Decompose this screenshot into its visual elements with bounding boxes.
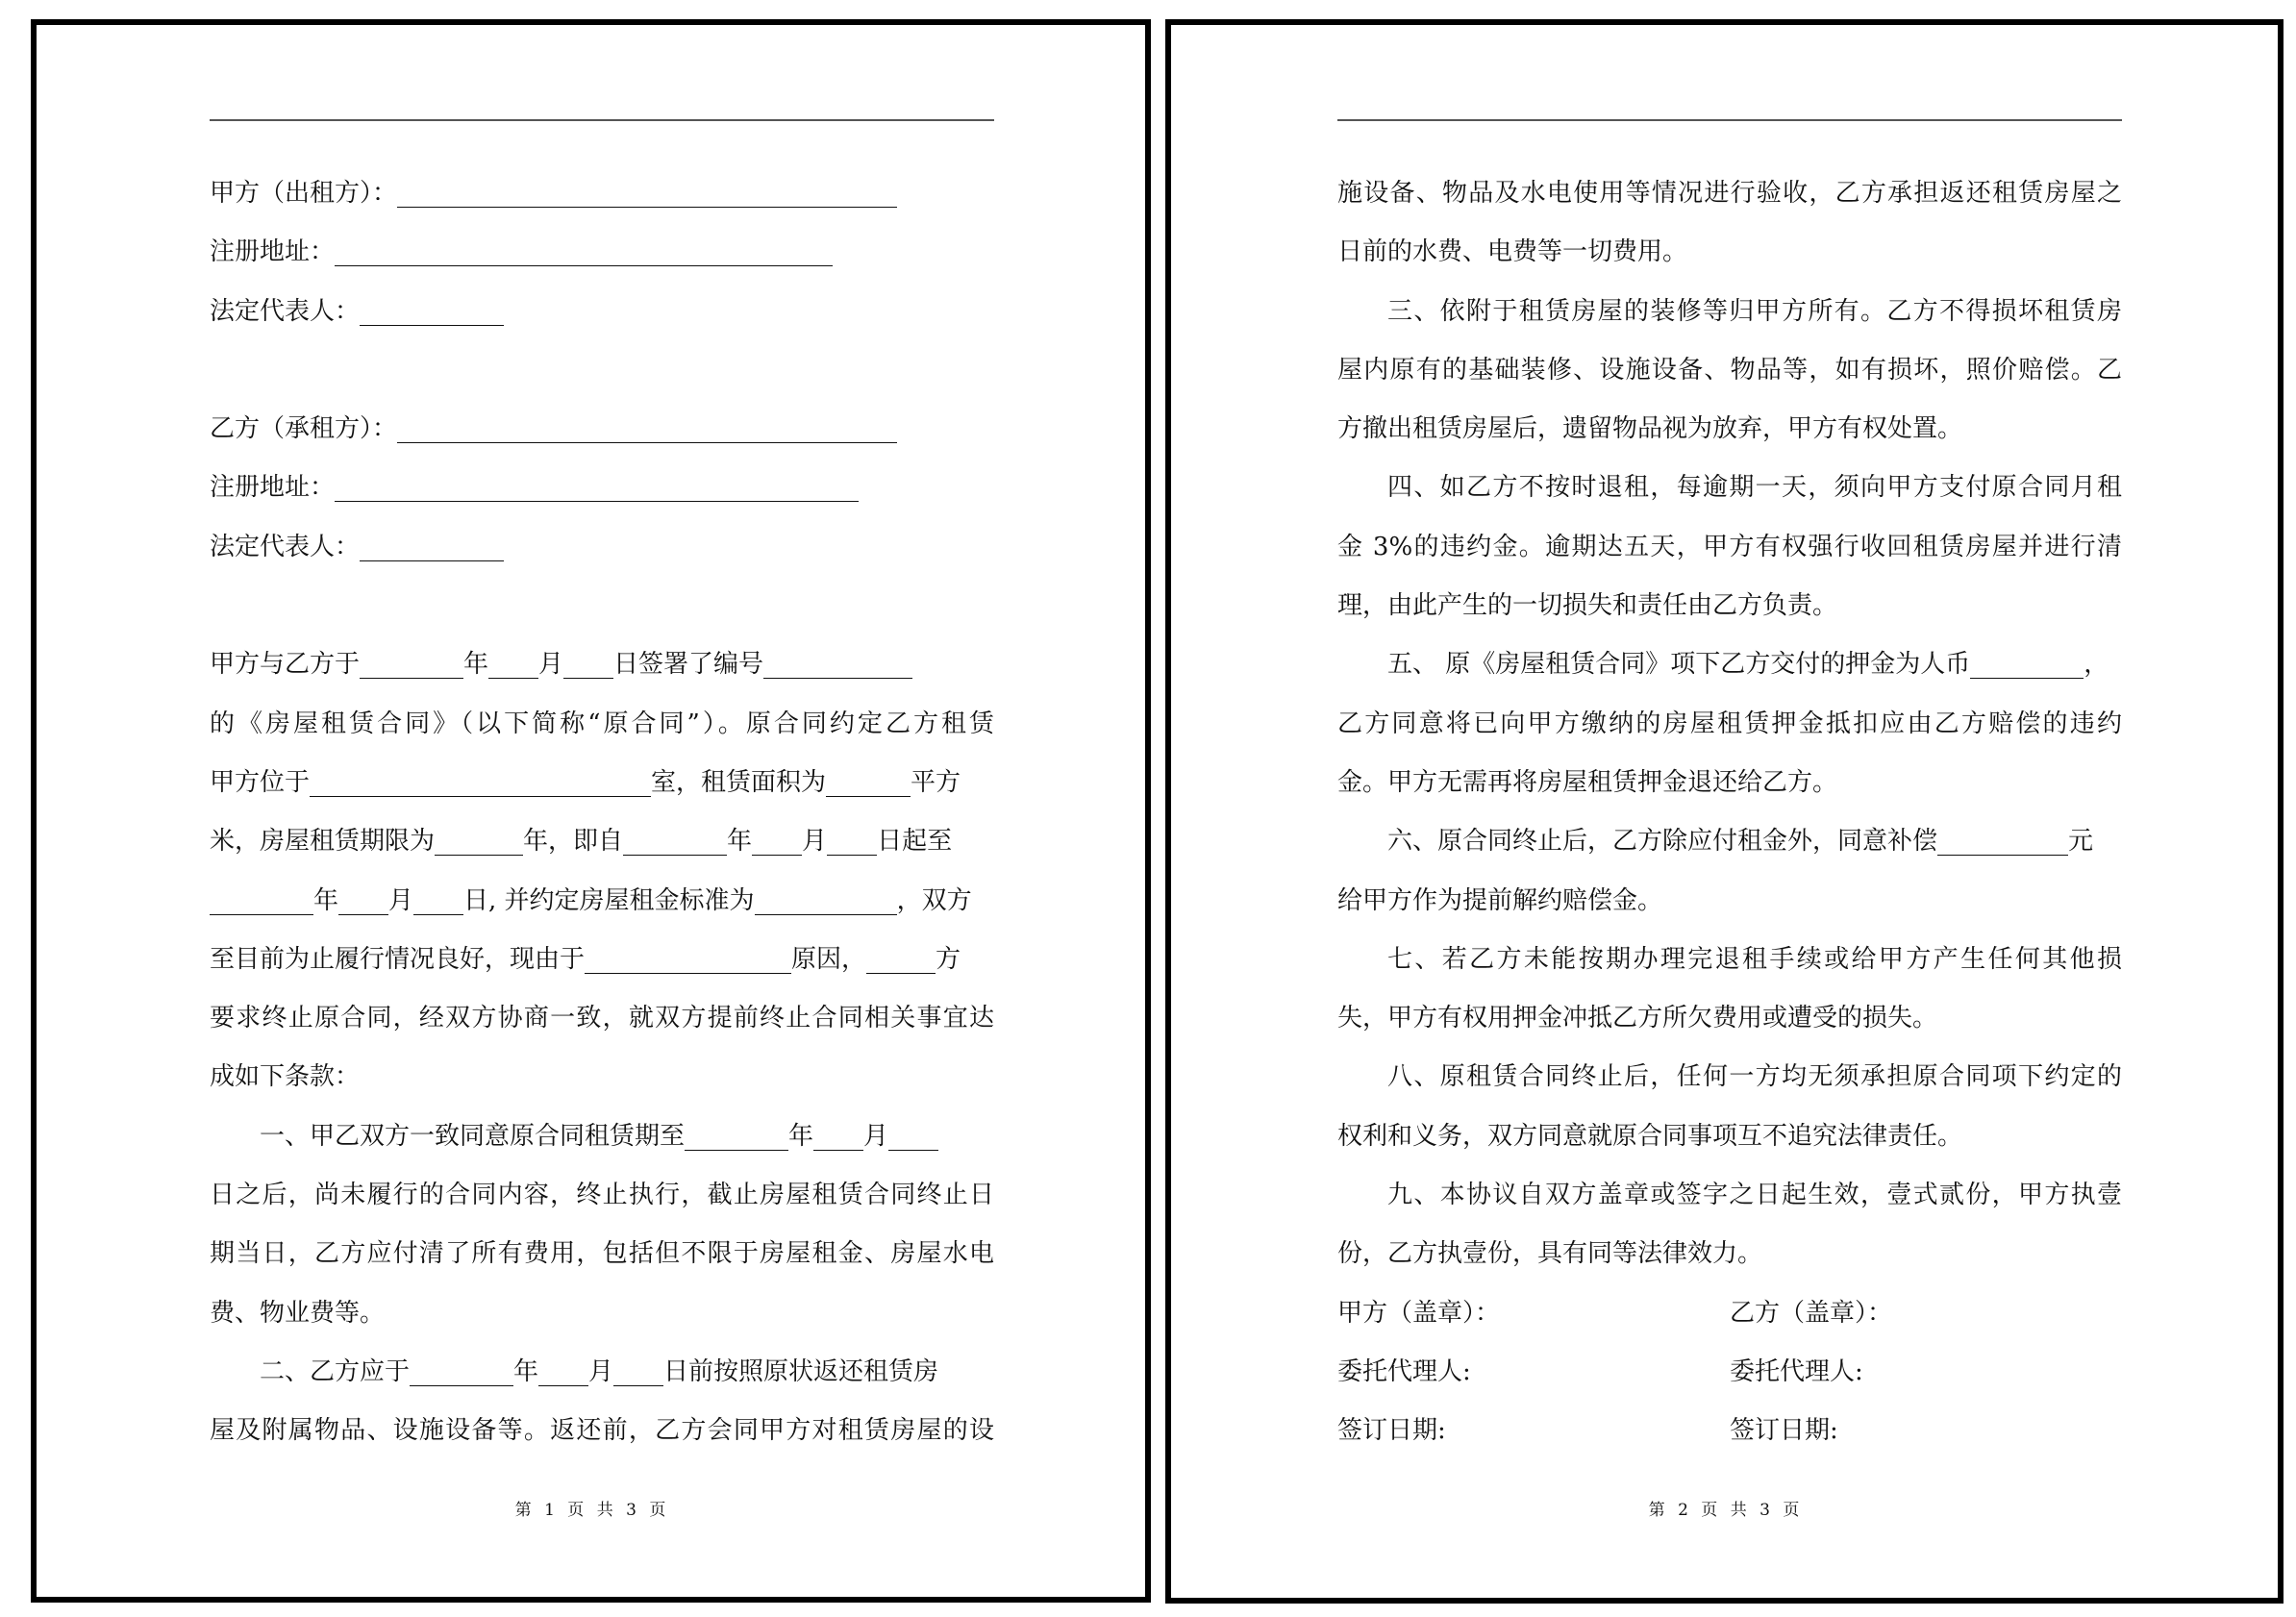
party-a-seal: 甲方（盖章）：: [1337, 1298, 1501, 1328]
intro-line: 的《房屋租赁合同》（以下简称“原合同”）。原合同约定乙方租赁: [210, 709, 994, 738]
party-b-label: 乙方（承租方）：: [210, 414, 398, 444]
contract-page-1: [31, 19, 1151, 1603]
page-number: 第 1 页 共 3 页: [514, 1501, 667, 1520]
clause-2-line: 日前的水费、电费等一切费用。: [1337, 237, 1688, 267]
party-a-line: [210, 164, 994, 223]
clause-3-line: 方撤出租赁房屋后，遗留物品视为放弃，甲方有权处置。: [1337, 414, 1963, 444]
clause-3-line: 屋内原有的基础装修、设施设备、物品等，如有损坏，照价赔偿。乙: [1337, 355, 2122, 385]
clause-4-line: 四、如乙方不按时退租，每逾期一天，须向甲方支付原合同月租: [1387, 473, 2122, 503]
clause-4-line: 金 3%的违约金。逾期达五天，甲方有权强行收回租赁房屋并进行清: [1337, 532, 2122, 561]
party-a-agent: 委托代理人:: [1337, 1356, 1471, 1386]
party-a-rep-label: 法定代表人：: [210, 296, 361, 326]
party-a-address-line: [210, 223, 994, 282]
clause-3-line: 三、依附于租赁房屋的装修等归甲方所有。乙方不得损坏租赁房: [1387, 296, 2122, 326]
party-a-address-blank: [335, 236, 833, 266]
clause-9-line: 九、本协议自双方盖章或签字之日起生效，壹式贰份，甲方执壹: [1387, 1181, 2122, 1210]
intro-line: 成如下条款：: [210, 1062, 361, 1092]
clause-1-line: 费、物业费等。: [210, 1298, 386, 1328]
party-b-address-label: 注册地址：: [210, 473, 336, 503]
signature-agent-row: [1337, 1343, 2122, 1402]
clause-2-line: 施设备、物品及水电使用等情况进行验收，乙方承担返还租赁房屋之: [1337, 179, 2122, 208]
party-a-blank: [397, 178, 897, 208]
clause-5-line: 金。甲方无需再将房屋租赁押金退还给乙方。: [1337, 767, 1838, 797]
party-b-rep-label: 法定代表人：: [210, 532, 361, 561]
clause-8-line: 权利和义务，双方同意就原合同事项互不追究法律责任。: [1337, 1121, 1963, 1151]
party-a-date: 签订日期:: [1337, 1416, 1446, 1446]
clause-5-line: 乙方同意将已向甲方缴纳的房屋租赁押金抵扣应由乙方赔偿的违约: [1337, 709, 2122, 738]
header-rule: [210, 119, 994, 121]
clause-9-line: 份，乙方执壹份，具有同等法律效力。: [1337, 1239, 1763, 1269]
clause-4-line: 理，由此产生的一切损失和责任由乙方负责。: [1337, 591, 1838, 621]
clause-8-line: 八、原租赁合同终止后，任何一方均无须承担原合同项下约定的: [1387, 1062, 2122, 1092]
party-a-rep-line: [210, 283, 994, 341]
clause-5-line: 五、 原《房屋租赁合同》项下乙方交付的押金为人币 ，: [1387, 650, 2109, 680]
clause-1-line: 期当日，乙方应付清了所有费用，包括但不限于房屋租金、房屋水电: [210, 1239, 994, 1269]
page-body: [1337, 164, 2122, 1461]
signature-seal-row: [1337, 1284, 2122, 1343]
clause-7-line: 失，甲方有权用押金冲抵乙方所欠费用或遭受的损失。: [1337, 1004, 1938, 1033]
party-a-rep-blank: [360, 296, 504, 326]
clause-6-line: 六、原合同终止后，乙方除应付租金外，同意补偿 元: [1387, 827, 2094, 857]
party-a-address-label: 注册地址：: [210, 237, 336, 267]
party-b-rep-line: [210, 518, 994, 577]
party-b-seal: 乙方（盖章）：: [1730, 1298, 1893, 1328]
party-b-line: [210, 400, 994, 459]
party-b-rep-blank: [360, 532, 504, 561]
header-rule: [1337, 119, 2122, 121]
party-b-address-blank: [335, 472, 859, 502]
signature-date-row: [1337, 1402, 2122, 1460]
intro-line: 年 月 日, 并约定房屋租金标准为 ，双方: [210, 872, 994, 931]
contract-page-2: [1165, 19, 2284, 1604]
intro-line: 至目前为止履行情况良好，现由于 原因， 方: [210, 944, 961, 974]
intro-line: 要求终止原合同，经双方协商一致，就双方提前终止合同相关事宜达: [210, 1004, 994, 1033]
clause-2-line: 二、乙方应于 年 月 日前按照原状返还租赁房: [260, 1356, 939, 1386]
intro-line: 甲方位于 室，租赁面积为 平方: [210, 767, 961, 797]
clause-1-line: 一、甲乙双方一致同意原合同租赁期至 年 月: [210, 1107, 994, 1166]
party-b-date: 签订日期:: [1730, 1416, 1838, 1446]
intro-line: 甲方与乙方于 年 月 日签署了编号: [210, 635, 994, 694]
page-body: [210, 164, 994, 1461]
intro-line: 米，房屋租赁期限为 年，即自 年 月 日起至: [210, 827, 953, 857]
clause-6-line: 给甲方作为提前解约赔偿金。: [1337, 885, 1663, 915]
party-b-agent: 委托代理人:: [1730, 1356, 1863, 1386]
party-b-blank: [397, 413, 897, 443]
clause-1-line: 日之后，尚未履行的合同内容，终止执行，截止房屋租赁合同终止日: [210, 1181, 994, 1210]
party-a-label: 甲方（出租方）：: [210, 179, 398, 208]
page-number: 第 2 页 共 3 页: [1648, 1501, 1801, 1520]
party-b-address-line: [210, 459, 994, 517]
clause-7-line: 七、若乙方未能按期办理完退租手续或给甲方产生任何其他损: [1387, 944, 2122, 974]
clause-2-line: 屋及附属物品、设施设备等。返还前，乙方会同甲方对租赁房屋的设: [210, 1416, 994, 1446]
